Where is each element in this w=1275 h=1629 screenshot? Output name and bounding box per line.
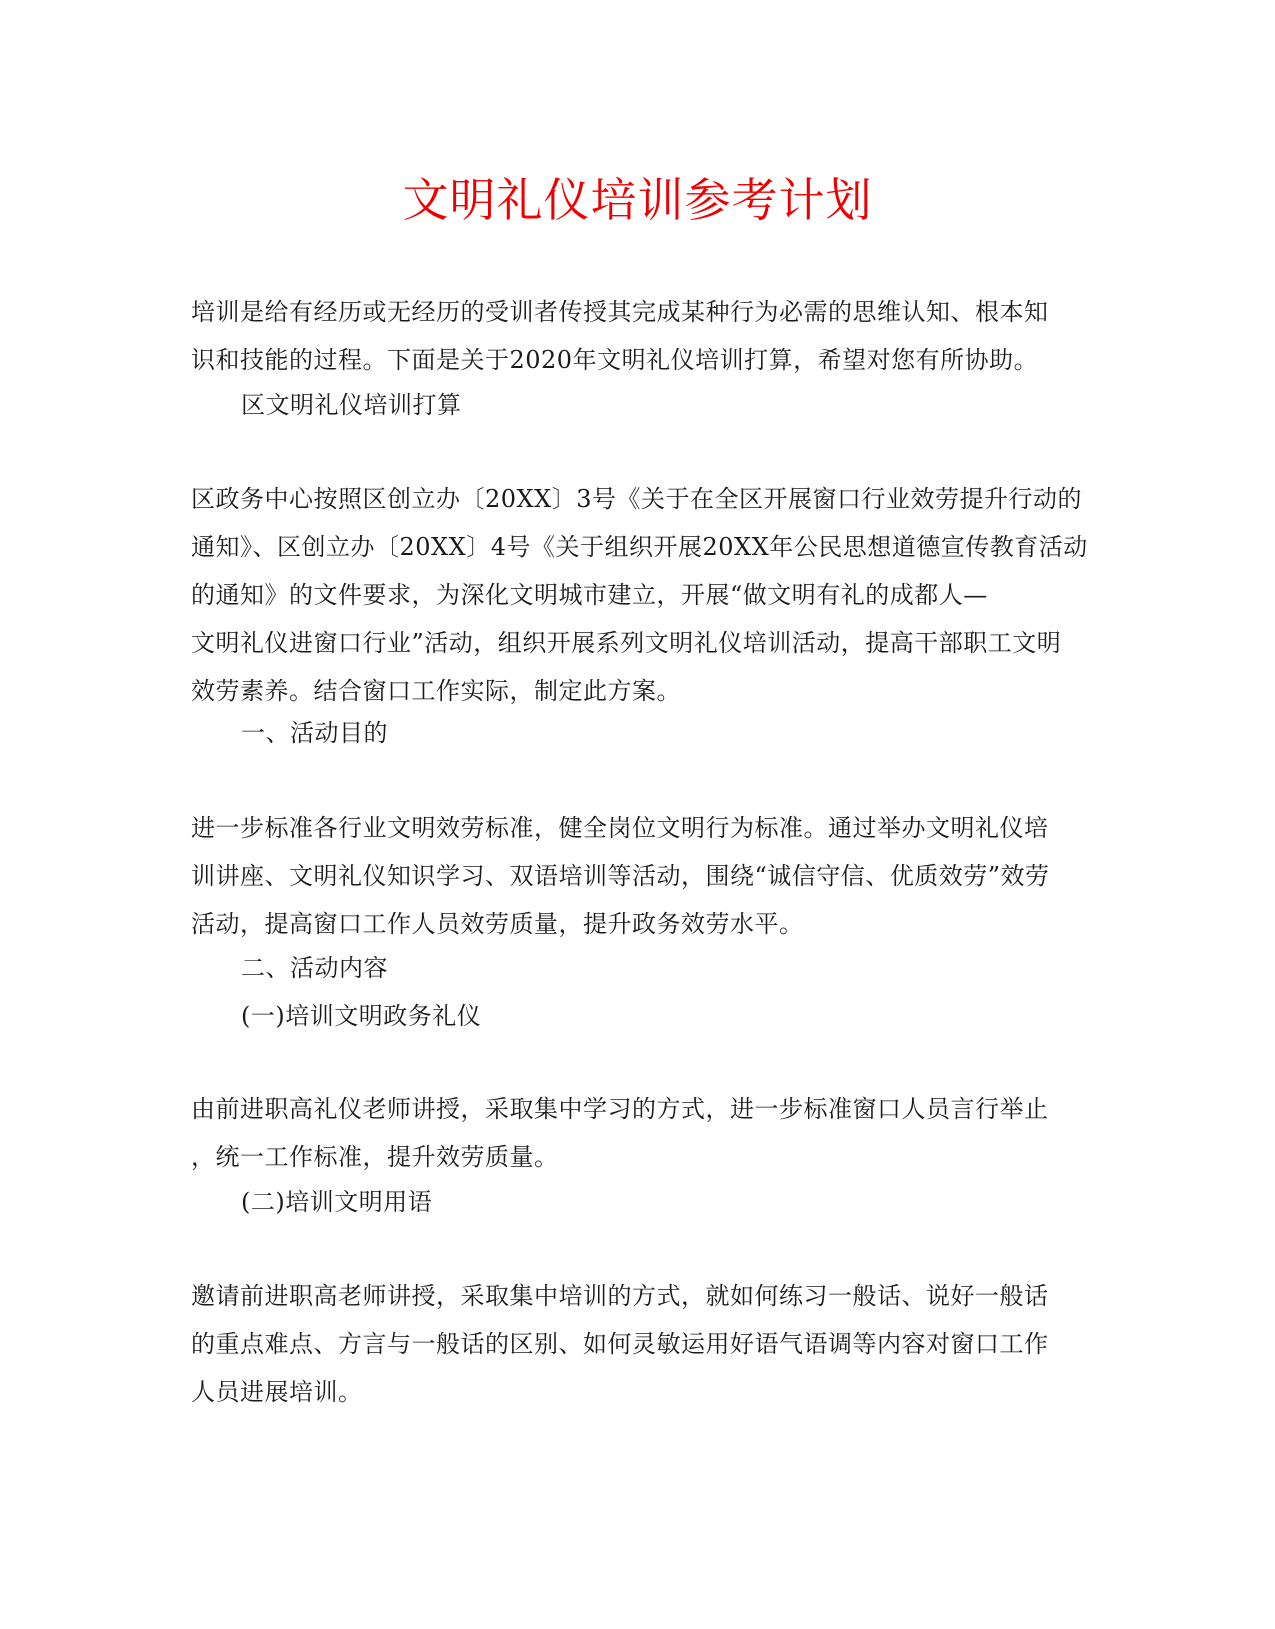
intro-line: 识和技能的过程。下面是关于2020年文明礼仪培训打算，希望对您有所协助。 [191, 346, 1039, 374]
sub1-line: 由前进职高礼仪老师讲授，采取集中学习的方式，进一步标准窗口人员言行举止 [191, 1095, 1049, 1123]
section2-heading-block [241, 944, 1131, 1040]
section1-line: 训讲座、文明礼仪知识学习、双语培训等活动，围绕“诚信守信、优质效劳”效劳 [191, 862, 1050, 890]
intro-paragraph [191, 288, 1081, 384]
sub2-heading-block [241, 1178, 1131, 1226]
section1-heading-block [241, 709, 1131, 757]
background-line: 效劳素养。结合窗口工作实际，制定此方案。 [191, 677, 681, 705]
sub1-line: ，统一工作标准，提升效劳质量。 [191, 1143, 559, 1171]
plan-subtitle-block [241, 381, 1131, 429]
sub2-paragraph [191, 1272, 1081, 1416]
background-line: 通知》、区创立办〔20XX〕4号《关于组织开展20XX年公民思想道德宣传教育活动 [191, 533, 1088, 561]
section1-heading: 一、活动目的 [241, 719, 388, 747]
sub1-heading: (一)培训文明政务礼仪 [241, 1002, 482, 1030]
sub2-line: 人员进展培训。 [191, 1378, 363, 1406]
background-paragraph [191, 475, 1088, 715]
background-line: 区政务中心按照区创立办〔20XX〕3号《关于在全区开展窗口行业效劳提升行动的 [191, 485, 1082, 513]
section1-line: 进一步标准各行业文明效劳标准，健全岗位文明行为标准。通过举办文明礼仪培 [191, 814, 1049, 842]
sub2-line: 的重点难点、方言与一般话的区别、如何灵敏运用好语气语调等内容对窗口工作 [191, 1330, 1049, 1358]
intro-line: 培训是给有经历或无经历的受训者传授其完成某种行为必需的思维认知、根本知 [191, 298, 1049, 326]
section1-line: 活动，提高窗口工作人员效劳质量，提升政务效劳水平。 [191, 910, 804, 938]
plan-subtitle: 区文明礼仪培训打算 [241, 391, 462, 419]
section2-heading: 二、活动内容 [241, 954, 388, 982]
background-line: 的通知》的文件要求，为深化文明城市建立，开展“做文明有礼的成都人— [191, 581, 988, 609]
sub2-line: 邀请前进职高老师讲授，采取集中培训的方式，就如何练习一般话、说好一般话 [191, 1282, 1049, 1310]
sub1-paragraph [191, 1085, 1081, 1181]
sub2-heading: (二)培训文明用语 [241, 1188, 433, 1216]
document-title: 文明礼仪培训参考计划 [402, 173, 873, 227]
background-line: 文明礼仪进窗口行业”活动，组织开展系列文明礼仪培训活动，提高干部职工文明 [191, 629, 1062, 657]
section1-paragraph [191, 804, 1081, 948]
